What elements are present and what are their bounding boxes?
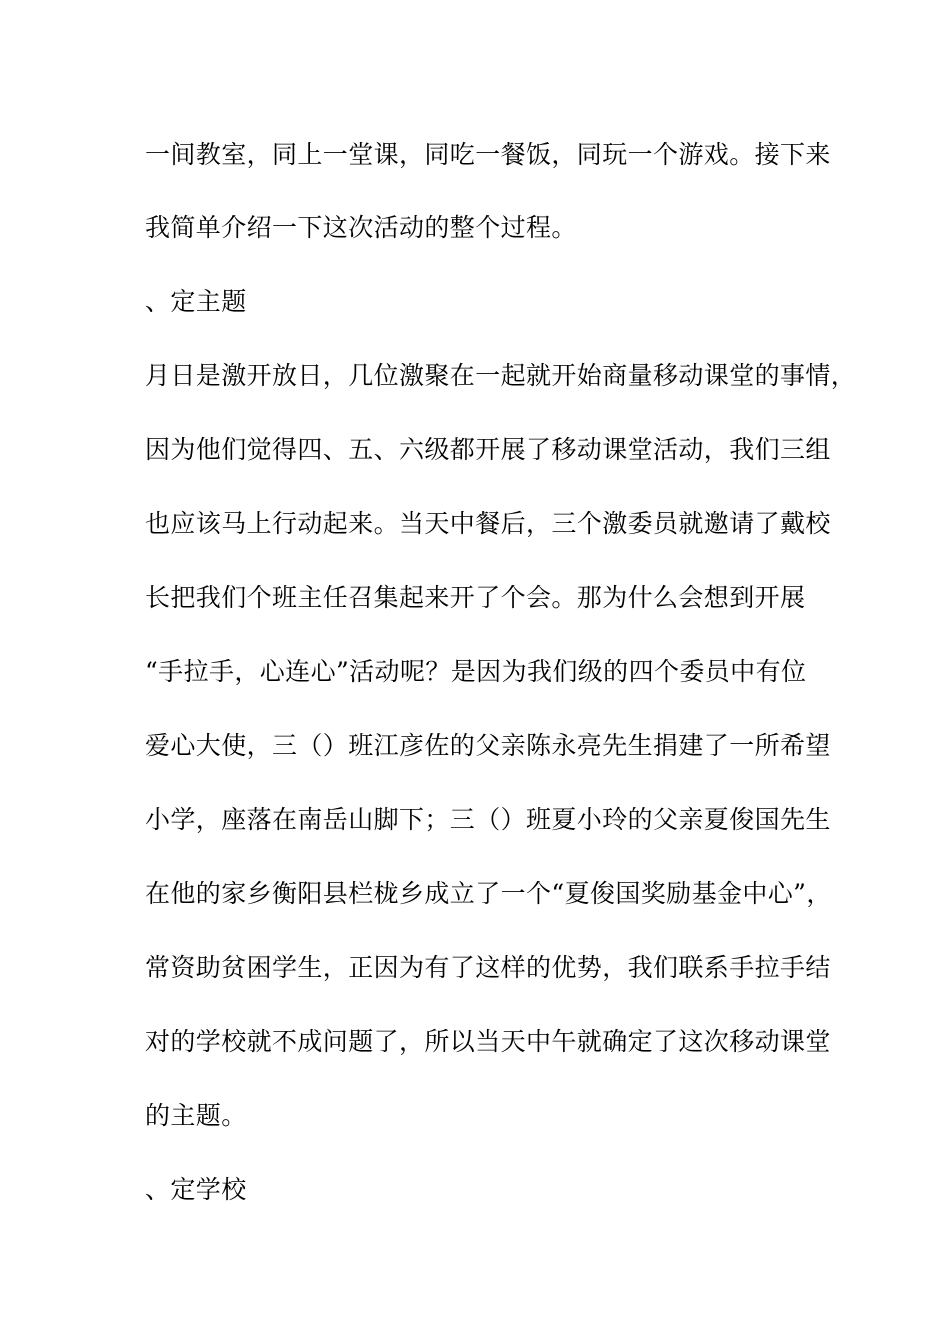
text-line-1: 一间教室，同上一堂课，同吃一餐饭，同玩一个游戏。接下来 (145, 140, 831, 169)
text-line-14: 的主题。 (145, 1101, 247, 1130)
text-line-10: 小学，座落在南岳山脚下；三（）班夏小玲的父亲夏俊国先生 (145, 805, 831, 834)
text-line-4: 月日是激开放日，几位激聚在一起就开始商量移动课堂的事情， (145, 361, 857, 390)
text-line-11: 在他的家乡衡阳县栏栊乡成立了一个“夏俊国奖励基金中心”， (145, 879, 832, 908)
text-line-9: 爱心大使，三（）班江彦佐的父亲陈永亮先生捐建了一所希望 (145, 731, 831, 760)
text-line-8: “手拉手，心连心”活动呢？是因为我们级的四个委员中有位 (145, 657, 807, 686)
text-line-5: 因为他们觉得四、五、六级都开展了移动课堂活动，我们三组 (145, 435, 831, 464)
text-line-2: 我简单介绍一下这次活动的整个过程。 (145, 213, 577, 242)
text-line-12: 常资助贫困学生，正因为有了这样的优势，我们联系手拉手结 (145, 953, 831, 982)
text-line-13: 对的学校就不成问题了，所以当天中午就确定了这次移动课堂 (145, 1027, 831, 1056)
text-line-6: 也应该马上行动起来。当天中餐后，三个激委员就邀请了戴校 (145, 509, 831, 538)
text-line-7: 长把我们个班主任召集起来开了个会。那为什么会想到开展 (145, 583, 806, 612)
section-heading-topic: 、定主题 (145, 287, 247, 316)
section-heading-school: 、定学校 (145, 1175, 247, 1204)
